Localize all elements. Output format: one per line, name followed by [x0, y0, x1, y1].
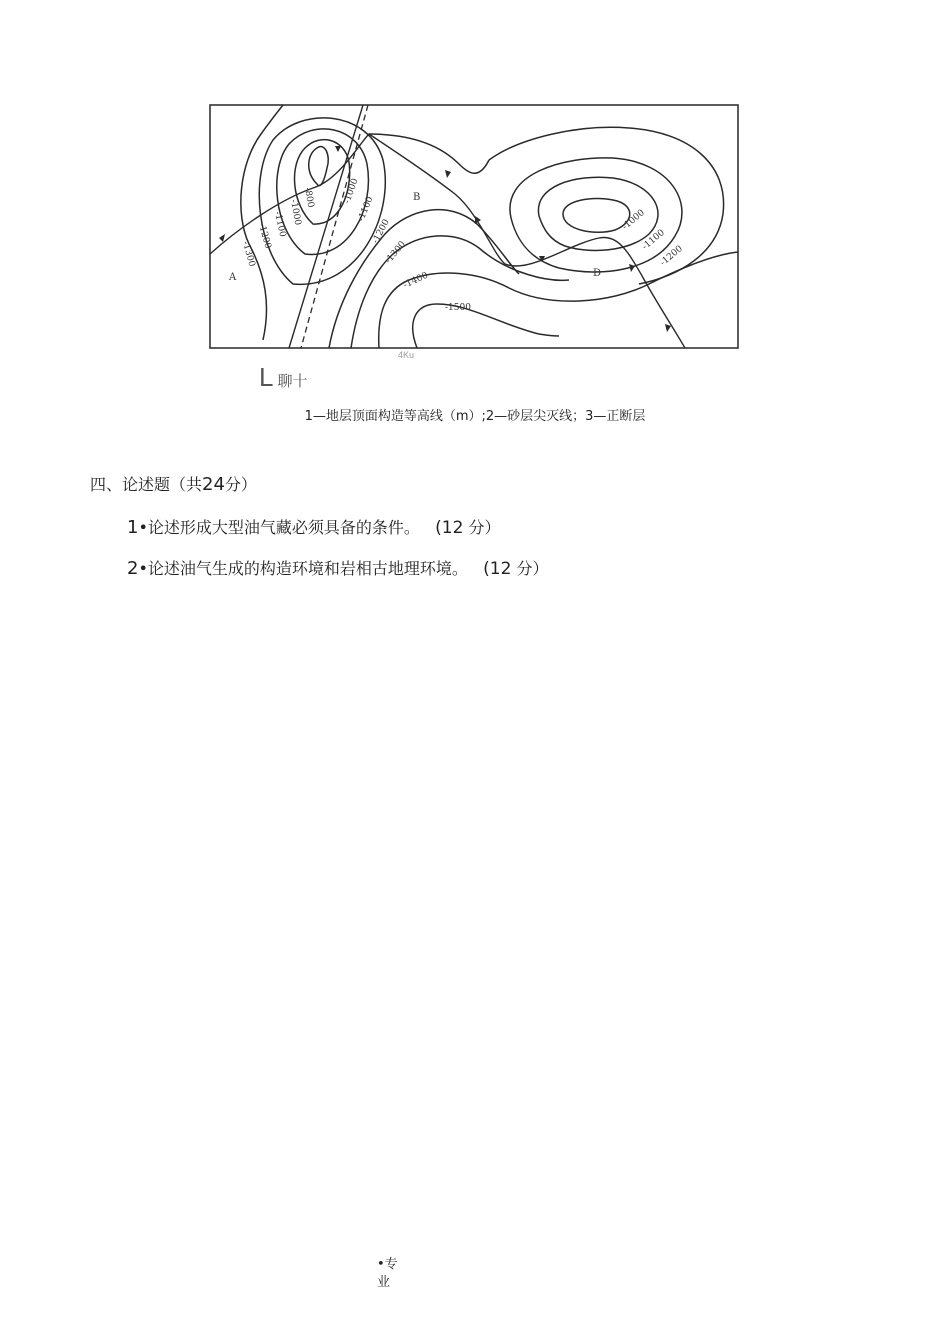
contour-label: -1000	[342, 177, 361, 206]
question-score-unit: 分）	[468, 518, 501, 537]
footer-line: •专	[377, 1257, 398, 1272]
question-score: (12	[483, 559, 512, 579]
question-bullet: •	[138, 559, 148, 578]
question-number: 1	[127, 517, 139, 538]
contour-label: -1400	[402, 270, 430, 291]
section-points: 24	[202, 474, 225, 495]
section-title-prefix: 四、论述题（共	[90, 475, 203, 494]
contour-label: -1500	[445, 303, 471, 313]
figure-caption: 1—地层顶面构造等高线（m）;2—砂层尖灭线；3—正断层	[304, 409, 646, 424]
page-footer	[377, 1256, 398, 1292]
section-title	[90, 472, 257, 495]
footer-line: 业	[377, 1275, 391, 1290]
contour-label: -1100	[356, 195, 376, 224]
question-number: 2	[127, 558, 139, 579]
legend-mark	[259, 364, 307, 391]
contour-label: -1300	[240, 240, 257, 268]
question-item	[127, 515, 501, 538]
section-title-suffix: 分）	[224, 475, 257, 494]
question-text: 论述油气生成的构造环境和岩相古地理环境。	[147, 559, 468, 578]
contour-label: -1200	[370, 217, 392, 246]
contour-label: -1000	[288, 198, 303, 227]
contour-label: -1200	[658, 243, 685, 269]
contour-label: -1000	[620, 207, 647, 233]
question-item	[127, 556, 549, 579]
contour-label: -800	[302, 186, 316, 209]
question-bullet: •	[138, 518, 148, 537]
region-label-a: A	[229, 272, 237, 283]
structure-contour-map	[209, 104, 739, 349]
contour-map-svg	[209, 104, 739, 349]
contour-label: -1200	[256, 222, 273, 250]
question-text: 论述形成大型油气藏必须具备的条件。	[147, 518, 420, 537]
contour-label: -1100	[272, 210, 288, 239]
contour-label: -1300	[383, 239, 408, 266]
question-score: (12	[435, 518, 464, 538]
contour-label: -1100	[640, 227, 667, 253]
legend-text: 聊十	[277, 372, 308, 390]
legend-big-letter: L	[259, 362, 274, 392]
question-score-unit: 分）	[516, 559, 549, 578]
map-small-label: 4Ku	[398, 350, 415, 360]
region-label-b: B	[413, 192, 421, 203]
region-label-d: D	[593, 268, 602, 279]
